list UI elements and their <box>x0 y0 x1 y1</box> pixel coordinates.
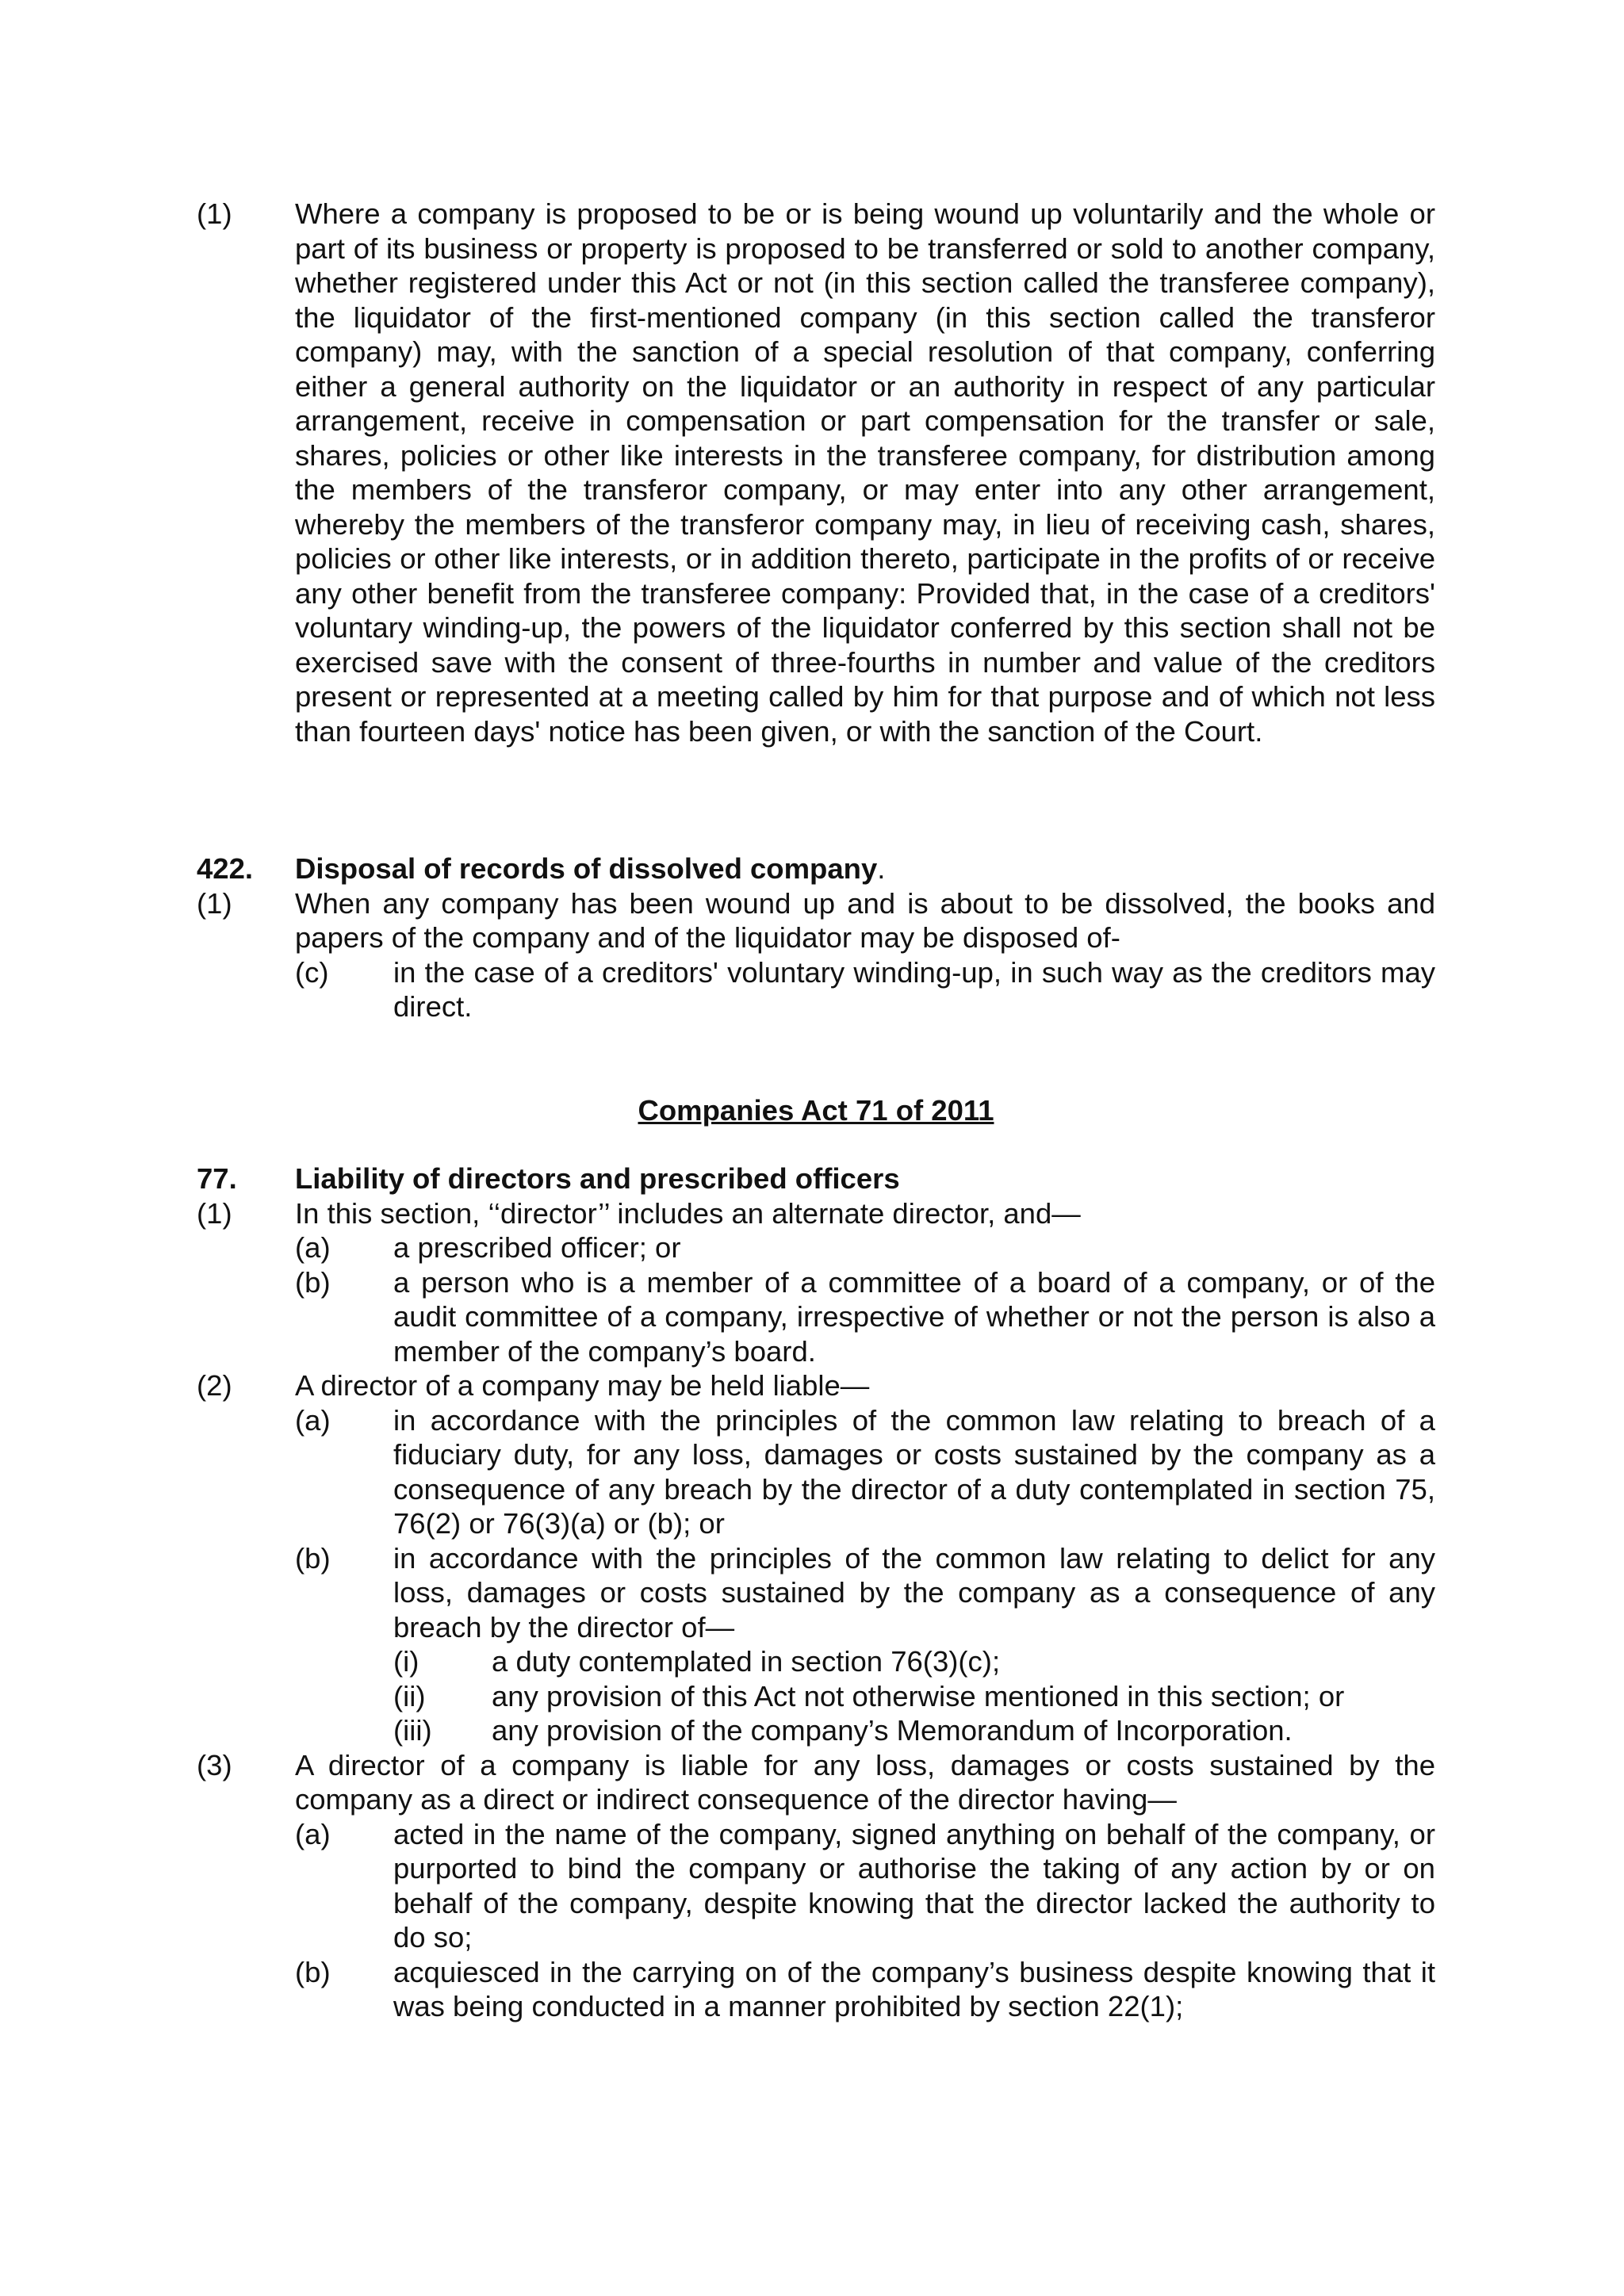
s422-item-c <box>197 955 1435 1024</box>
s422-paragraph-1 <box>197 886 1435 955</box>
paragraph-number: (2) <box>197 1369 232 1402</box>
section-number: 422. <box>197 852 254 885</box>
item-text: in accordance with the principles of the common law relating to delict for any loss, damages or costs sustained by the company as a consequence of any breach by the director of— <box>393 1541 1435 1644</box>
subitem-number: (i) <box>393 1645 419 1678</box>
item-text: acquiesced in the carrying on of the company’s business despite knowing that it was being conducted in a manner prohibited by section 22(1); <box>393 1955 1435 2022</box>
s77-1-b <box>197 1265 1435 1369</box>
s77-3-b <box>197 1955 1435 2024</box>
subitem-number: (ii) <box>393 1679 426 1712</box>
s77-2-b-i <box>197 1644 1435 1679</box>
section-title: Disposal of records of dissolved company <box>295 852 878 885</box>
item-text: acted in the name of the company, signed anything on behalf of the company, or purported to bind the company or authorise the taking of any action by or on behalf of the company, despite knowing that the director lacked the authority to do so; <box>393 1817 1435 1954</box>
paragraph-number: (1) <box>197 1196 232 1230</box>
s77-3-a <box>197 1817 1435 1955</box>
subitem-text: any provision of the company’s Memorandum of Incorporation. <box>492 1714 1293 1747</box>
s422-heading <box>197 851 1435 886</box>
s77-paragraph-3 <box>197 1748 1435 1817</box>
item-number: (b) <box>295 1265 331 1299</box>
s77-2-b-ii <box>197 1679 1435 1714</box>
s77-paragraph-1 <box>197 1196 1435 1231</box>
paragraph-text: When any company has been wound up and is about to be dissolved, the books and papers of the company and of the liquidator may be disposed of- <box>295 886 1435 954</box>
item-number: (a) <box>295 1231 331 1264</box>
s77-heading <box>197 1161 1435 1196</box>
paragraph-number: (1) <box>197 886 232 920</box>
s421-paragraph-1 <box>197 197 1435 748</box>
subitem-text: a duty contemplated in section 76(3)(c); <box>492 1645 1001 1678</box>
s77-paragraph-2 <box>197 1368 1435 1403</box>
s77-2-b <box>197 1541 1435 1645</box>
item-text: a person who is a member of a committee of a board of a company, or of the audit committee of a company, irrespective of whether or not the person is also a member of the company’s board. <box>393 1265 1435 1368</box>
paragraph-text: Where a company is proposed to be or is being wound up voluntarily and the whole or part of its business or property is proposed to be transferred or sold to another company, whether registered under this Act or not (in this section called the transferee company), the liquidator of the first-mentioned company (in this section called the transferor company) may, with the sanction of a special resolution of that company, conferring either a general authority on the liquidator or an authority in respect of any particular arrangement, receive in compensation or part compensation for the transfer or sale, shares, policies or other like interests in the transferee company, for distribution among the members of the transferor company, or may enter into any other arrangement, whereby the members of the transferor company may, in lieu of receiving cash, shares, policies or other like interests, or in addition thereto, participate in the profits of or receive any other benefit from the transferee company: Provided that, in the case of a creditors' voluntary winding-up, the powers of the liquidator conferred by this section shall not be exercised save with the consent of three-fourths in number and value of the creditors present or represented at a meeting called by him for that purpose and of which not less than fourteen days' notice has been given, or with the sanction of the Court. <box>295 197 1435 748</box>
document-body <box>197 197 1435 2024</box>
s77-1-a <box>197 1230 1435 1265</box>
item-text: in accordance with the principles of the common law relating to breach of a fiduciary duty, for any loss, damages or costs sustained by the company as a consequence of any breach by the director of a duty contemplated in section 75, 76(2) or 76(3)(a) or (b); or <box>393 1403 1435 1540</box>
section-title-suffix: . <box>877 852 886 885</box>
act-heading: Companies Act 71 of 2011 <box>638 1093 994 1127</box>
subitem-number: (iii) <box>393 1714 432 1747</box>
item-number: (b) <box>295 1541 331 1575</box>
item-number: (a) <box>295 1403 331 1437</box>
section-number: 77. <box>197 1162 237 1195</box>
paragraph-number: (1) <box>197 197 232 230</box>
paragraph-text: A director of a company is liable for any loss, damages or costs sustained by the company as a direct or indirect consequence of the director having— <box>295 1748 1435 1816</box>
paragraph-text: In this section, ‘‘director’’ includes an alternate director, and— <box>295 1196 1081 1230</box>
item-number: (b) <box>295 1955 331 1988</box>
s77-2-a <box>197 1403 1435 1541</box>
item-text: in the case of a creditors' voluntary winding-up, in such way as the creditors may direct. <box>393 955 1435 1023</box>
subitem-text: any provision of this Act not otherwise mentioned in this section; or <box>492 1679 1345 1712</box>
s77-2-b-iii <box>197 1713 1435 1748</box>
item-number: (a) <box>295 1817 331 1850</box>
item-number: (c) <box>295 955 329 989</box>
section-title: Liability of directors and prescribed officers <box>295 1162 900 1195</box>
paragraph-text: A director of a company may be held liable— <box>295 1369 870 1402</box>
paragraph-number: (3) <box>197 1748 232 1781</box>
item-text: a prescribed officer; or <box>393 1231 681 1264</box>
